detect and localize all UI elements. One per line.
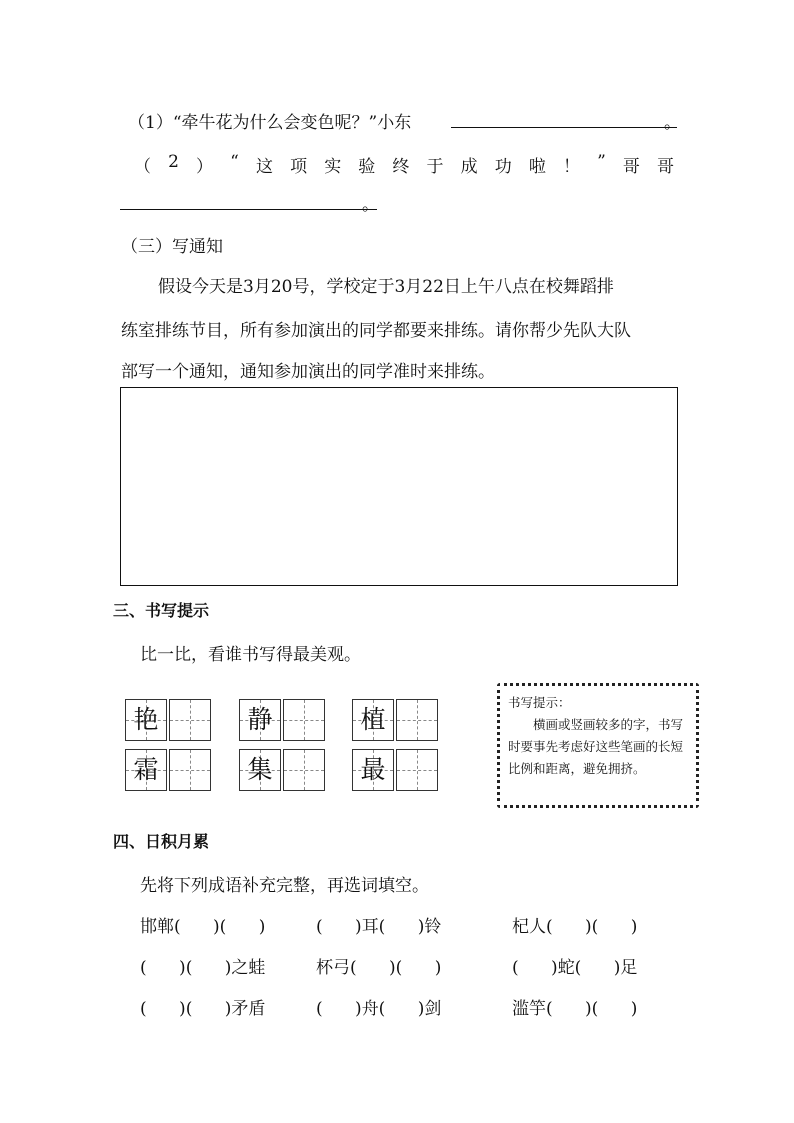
q2-char: 哥 (622, 157, 640, 177)
practice-cell[interactable] (169, 749, 211, 791)
question-2-answer-line[interactable] (120, 209, 377, 210)
notice-writing-box[interactable] (120, 387, 678, 586)
idiom-blank[interactable]: 杞人( )( ) (512, 917, 638, 937)
model-character: 艳 (133, 705, 159, 734)
question-2-end: 。 (362, 195, 379, 215)
writing-instruction: 比一比，看谁书写得最美观。 (140, 645, 361, 665)
q2-char: 啦 (528, 157, 546, 177)
q2-char: 功 (494, 157, 512, 177)
idiom-blank[interactable]: ( )蛇( )足 (512, 958, 638, 978)
notice-paragraph-line-1: 假设今天是3月20号，学校定于3月22日上午八点在校舞蹈排 (158, 277, 614, 297)
idiom-blank[interactable]: ( )耳( )铃 (316, 917, 442, 937)
q2-char: 哥 (656, 157, 674, 177)
question-1-answer-line[interactable] (451, 127, 677, 128)
notice-paragraph-line-2: 练室排练节目，所有参加演出的同学都要来排练。请你帮少先队大队 (121, 321, 631, 341)
practice-cell[interactable] (169, 699, 211, 741)
notice-paragraph-line-3: 部写一个通知，通知参加演出的同学准时来排练。 (121, 362, 495, 382)
question-2 (134, 152, 674, 177)
idiom-blank[interactable]: ( )舟( )剑 (316, 999, 442, 1019)
q2-char: ” (597, 152, 606, 172)
practice-cell[interactable] (396, 699, 438, 741)
q2-char: 终 (392, 157, 410, 177)
idioms-section-heading: 四、日积月累 (113, 832, 210, 851)
q2-char: ！ (562, 157, 580, 177)
model-character: 静 (247, 705, 273, 734)
practice-cell[interactable] (283, 749, 325, 791)
q2-char: 于 (426, 157, 444, 177)
q2-char: 实 (324, 157, 342, 177)
writing-tip-title: 书写提示： (508, 695, 571, 710)
q2-char: ） (196, 157, 214, 177)
idiom-blank[interactable]: 杯弓( )( ) (316, 958, 442, 978)
model-character: 霜 (133, 755, 159, 784)
model-character-cell (239, 749, 281, 791)
q2-char: 2 (168, 152, 179, 172)
question-1-end: 。 (664, 113, 681, 133)
q2-char: 这 (255, 157, 273, 177)
question-1-text: （1）“牵牛花为什么会变色呢？”小东 (128, 113, 412, 133)
idiom-blank[interactable]: 邯郸( )( ) (140, 917, 266, 937)
practice-cell[interactable] (396, 749, 438, 791)
idiom-blank[interactable]: ( )( )矛盾 (140, 999, 266, 1019)
writing-tip-box (497, 683, 699, 808)
writing-tip-body: 横画或竖画较多的字，书写时要事先考虑好这些笔画的长短比例和距离，避免拥挤。 (508, 717, 684, 776)
idiom-blank[interactable]: ( )( )之蛙 (140, 958, 266, 978)
model-character-cell (125, 749, 167, 791)
q2-char: 项 (290, 157, 308, 177)
notice-section-title: （三）写通知 (121, 237, 223, 257)
practice-cell[interactable] (283, 699, 325, 741)
model-character-cell (125, 699, 167, 741)
writing-section-heading: 三、书写提示 (113, 601, 210, 620)
model-character-cell (352, 699, 394, 741)
q2-char: （ (134, 157, 151, 177)
q2-char: 成 (460, 157, 478, 177)
idiom-blank[interactable]: 滥竽( )( ) (512, 999, 638, 1019)
q2-char: “ (230, 152, 239, 172)
model-character: 植 (360, 705, 386, 734)
model-character: 集 (247, 755, 273, 784)
model-character: 最 (360, 755, 386, 784)
question-1 (128, 108, 411, 133)
model-character-cell (352, 749, 394, 791)
model-character-cell (239, 699, 281, 741)
q2-char: 验 (358, 157, 376, 177)
idioms-instruction: 先将下列成语补充完整，再选词填空。 (140, 876, 429, 896)
